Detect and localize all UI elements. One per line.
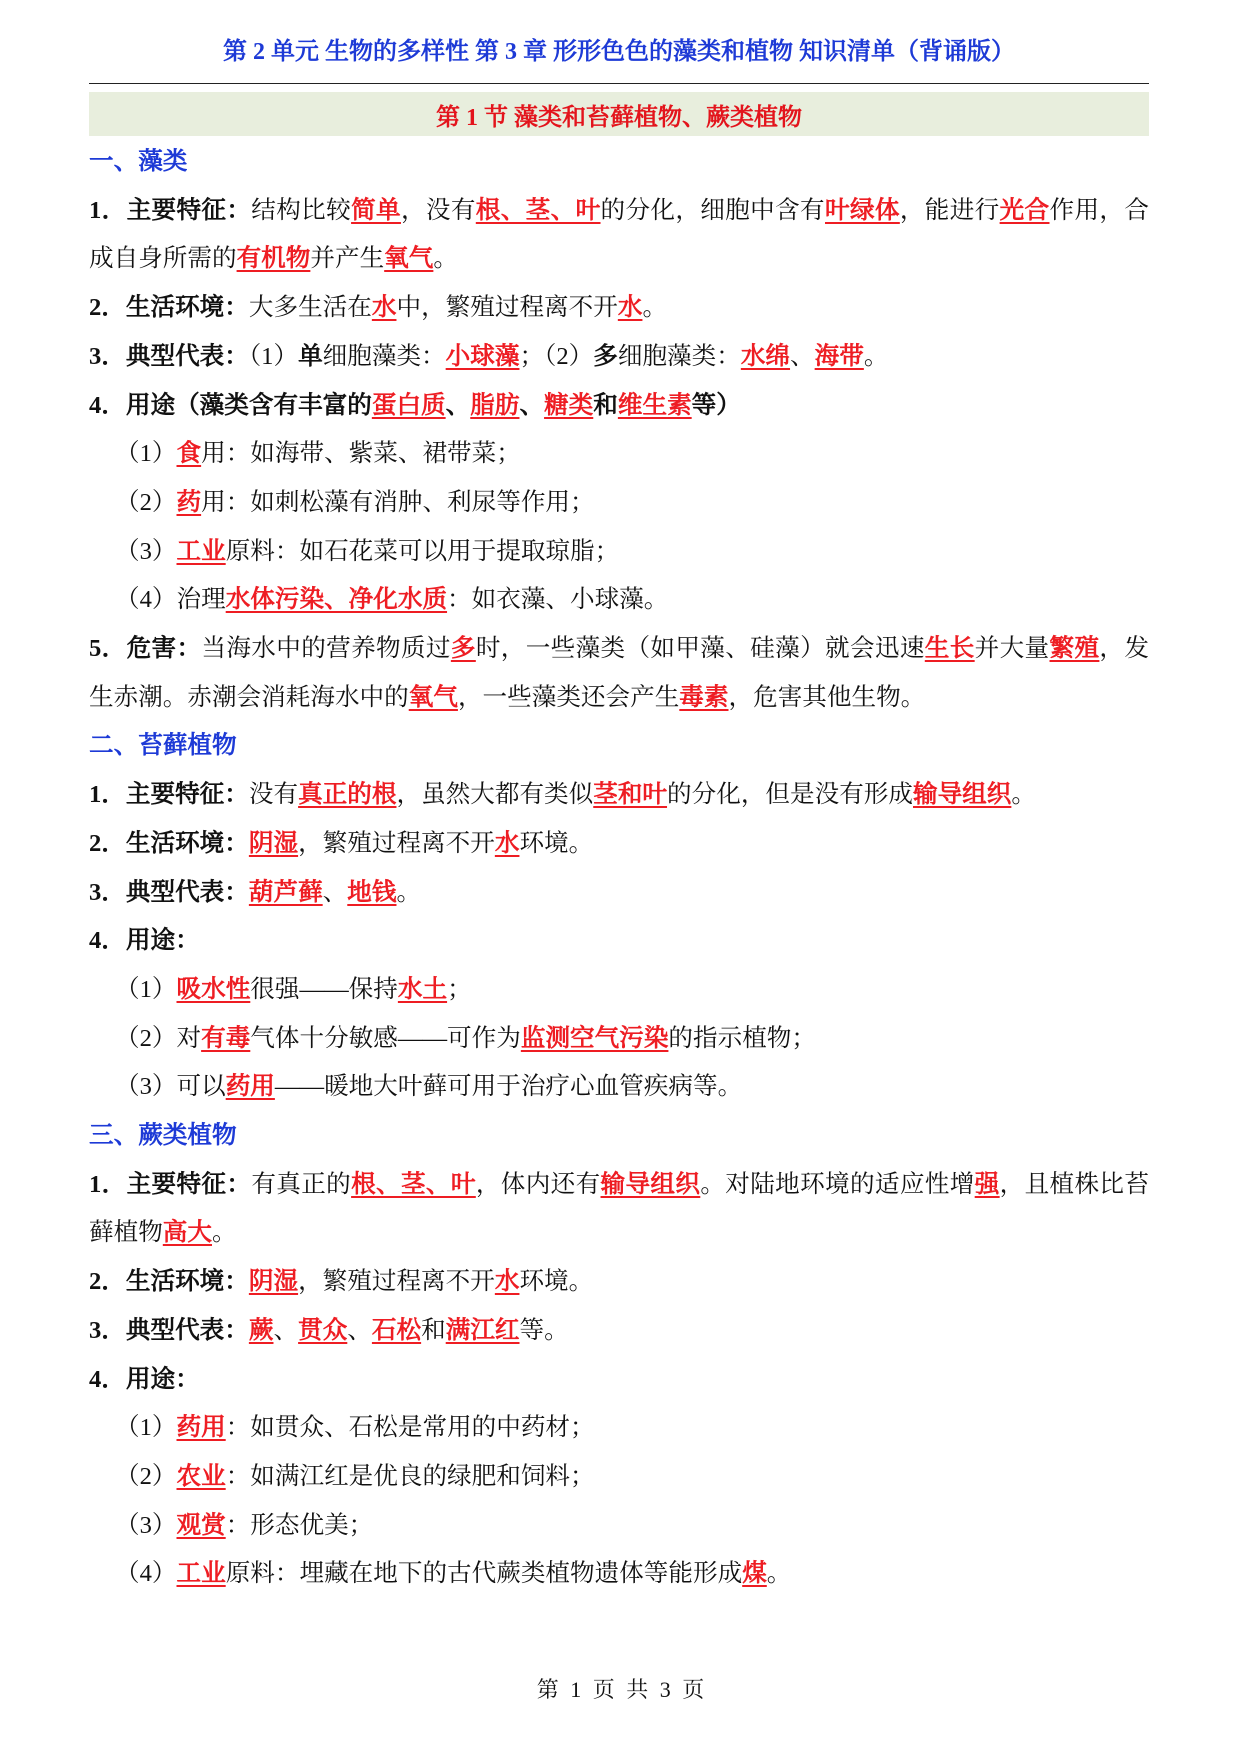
answer-text: 毒素 <box>679 683 729 711</box>
answer-text: 观赏 <box>176 1511 226 1539</box>
section-heading: 一、藻类 <box>89 148 188 175</box>
answer-text: 氧气 <box>384 245 434 273</box>
body-text: 作用，合成自身所需的 <box>89 196 1149 273</box>
sub-item <box>89 1453 1149 1502</box>
numbered-item <box>89 284 1149 333</box>
answer-text: 小球藻 <box>445 342 520 370</box>
body-text: （2） <box>115 488 177 516</box>
body-text: 时，一些藻类（如甲藻、硅藻）就会迅速 <box>475 635 925 663</box>
body-text: ，发生赤潮。赤潮会消耗海水中的 <box>89 635 1149 711</box>
sub-item <box>89 430 1149 479</box>
answer-text: 药用 <box>225 1073 275 1101</box>
answer-text: 水 <box>494 829 520 857</box>
body-text: （1） <box>115 440 177 468</box>
body-text: 。 <box>766 1560 792 1588</box>
answer-text: 农业 <box>176 1462 226 1490</box>
numbered-item <box>89 820 1149 869</box>
body-text: ：如衣藻、小球藻。 <box>447 586 669 614</box>
body-text: （1） <box>115 975 177 1003</box>
answer-text: 水土 <box>397 975 448 1003</box>
answer-text: 葫芦藓 <box>248 878 323 906</box>
body-text: （1） <box>115 1414 177 1442</box>
answer-text: 多 <box>450 635 476 663</box>
bold-text: 单 <box>298 342 323 370</box>
answer-text: 茎和叶 <box>593 781 668 809</box>
body-text: 用：如海带、紫菜、裙带菜； <box>201 440 521 468</box>
body-text: ，且植株比苔藓植物 <box>89 1170 1149 1247</box>
answer-text: 食 <box>176 440 202 468</box>
answer-text: 根、茎、叶 <box>475 196 601 224</box>
answer-text: 工业 <box>176 1560 226 1588</box>
answer-text: 水 <box>494 1268 520 1296</box>
answer-text: 地钱 <box>347 878 397 906</box>
answer-text: 药用 <box>176 1414 226 1442</box>
body-text: 等。 <box>519 1316 569 1344</box>
answer-text: 高大 <box>162 1219 212 1247</box>
body-text: ：如贯众、石松是常用的中药材； <box>225 1414 595 1442</box>
sub-item <box>89 1015 1149 1064</box>
answer-text: 水体污染、净化水质 <box>225 586 448 614</box>
answer-text: 有机物 <box>236 245 311 273</box>
body-text: 、 <box>790 342 815 370</box>
bold-text: 2．生活环境： <box>89 1268 249 1296</box>
answer-text: 满江红 <box>445 1316 520 1344</box>
body-text: 没有 <box>248 781 299 809</box>
page-footer: 第 1 页 共 3 页 <box>536 1677 705 1702</box>
body-text: 细胞藻类： <box>617 342 741 370</box>
bold-text: 、 <box>519 391 545 419</box>
body-text: （2）对 <box>115 1024 202 1052</box>
body-text: 很强——保持 <box>250 975 398 1003</box>
body-text: 。 <box>396 878 422 906</box>
body-text: 原料：埋藏在地下的古代蕨类植物遗体等能形成 <box>225 1560 743 1588</box>
answer-text: 生长 <box>924 635 975 663</box>
answer-text: 监测空气污染 <box>520 1024 669 1052</box>
body-text: （4）治理 <box>115 586 226 614</box>
answer-text: 真正的根 <box>298 781 397 809</box>
answer-text: 根、茎、叶 <box>351 1170 476 1198</box>
bold-text: 3．典型代表： <box>89 1316 249 1344</box>
body-text: （3） <box>115 537 177 565</box>
answer-text: 叶绿体 <box>825 196 900 224</box>
header-rule <box>89 83 1149 84</box>
answer-text: 吸水性 <box>176 975 251 1003</box>
body-text: 。 <box>1011 781 1036 809</box>
numbered-item <box>89 1356 1149 1405</box>
body-text: 、 <box>347 1316 372 1344</box>
numbered-item <box>89 333 1149 382</box>
document-body <box>89 138 1149 1599</box>
bold-text: 1．主要特征： <box>89 196 252 224</box>
body-text: （3） <box>115 1511 177 1539</box>
numbered-item <box>89 1258 1149 1307</box>
answer-text: 脂肪 <box>470 391 520 419</box>
sub-item <box>89 528 1149 577</box>
answer-text: 工业 <box>176 537 226 565</box>
body-text: 。 <box>212 1219 237 1247</box>
answer-text: 煤 <box>742 1560 767 1588</box>
answer-text: 海带 <box>814 342 864 370</box>
body-text: 、 <box>322 878 348 906</box>
bold-text: 等） <box>691 391 741 419</box>
body-text: ——暖地大叶藓可用于治疗心血管疾病等。 <box>274 1073 743 1101</box>
answer-text: 输导组织 <box>912 781 1012 809</box>
bold-text: 多 <box>593 342 618 370</box>
body-text: 并产生 <box>310 245 385 273</box>
body-text: 环境。 <box>519 829 594 857</box>
answer-text: 强 <box>974 1170 1000 1198</box>
body-text: 中，繁殖过程离不开 <box>396 294 618 322</box>
body-text: ，繁殖过程离不开 <box>298 829 495 857</box>
body-text: 当海水中的营养物质过 <box>201 635 451 663</box>
body-text: 并大量 <box>974 635 1050 663</box>
body-text: 。对陆地环境的适应性增 <box>700 1170 975 1198</box>
answer-text: 药 <box>176 488 202 516</box>
body-text: 有真正的 <box>251 1170 352 1198</box>
bold-text: 1．主要特征： <box>89 1170 252 1198</box>
body-text: ，没有 <box>400 196 476 224</box>
sub-item <box>89 1502 1149 1551</box>
body-text: 大多生活在 <box>248 294 372 322</box>
body-text: 用：如刺松藻有消肿、利尿等作用； <box>201 488 595 516</box>
body-text: 。 <box>433 245 458 273</box>
body-text: ，繁殖过程离不开 <box>298 1268 495 1296</box>
section-band <box>89 92 1149 136</box>
sub-item <box>89 479 1149 528</box>
answer-text: 水 <box>371 294 397 322</box>
body-text: （1） <box>248 342 299 370</box>
sub-item <box>89 966 1149 1015</box>
body-text: ； <box>447 975 472 1003</box>
numbered-item <box>89 1161 1149 1258</box>
bold-text: 、 <box>445 391 471 419</box>
answer-text: 光合 <box>999 196 1050 224</box>
answer-text: 有毒 <box>201 1024 251 1052</box>
answer-text: 阴湿 <box>248 829 299 857</box>
body-text: 、 <box>273 1316 299 1344</box>
answer-text: 维生素 <box>617 391 692 419</box>
section-band-title: 第 1 节 藻类和苔藓植物、蕨类植物 <box>436 104 802 131</box>
numbered-item <box>89 771 1149 820</box>
answer-text: 蕨 <box>248 1316 274 1344</box>
body-text: 结构比较 <box>251 196 352 224</box>
answer-text: 石松 <box>371 1316 422 1344</box>
answer-text: 糖类 <box>544 391 594 419</box>
bold-text: 5．危害： <box>89 635 202 663</box>
body-text: 气体十分敏感——可作为 <box>250 1024 521 1052</box>
bold-text: 和 <box>593 391 618 419</box>
answer-text: 水绵 <box>740 342 791 370</box>
body-text: 原料：如石花菜可以用于提取琼脂； <box>225 537 620 565</box>
body-text: ；（2） <box>519 342 594 370</box>
body-text: 环境。 <box>519 1268 594 1296</box>
body-text: （4） <box>115 1560 177 1588</box>
bold-text: 3．典型代表： <box>89 878 249 906</box>
sub-item <box>89 1550 1149 1599</box>
bold-text: 4．用途： <box>89 927 200 955</box>
section-heading: 二、苔藓植物 <box>89 732 237 760</box>
sub-item <box>89 1063 1149 1112</box>
numbered-item <box>89 1307 1149 1356</box>
answer-text: 输导组织 <box>600 1170 701 1198</box>
bold-text: 3．典型代表： <box>89 342 249 370</box>
answer-text: 简单 <box>351 196 401 224</box>
body-text: （3）可以 <box>115 1073 226 1101</box>
body-text: 的指示植物； <box>668 1024 816 1052</box>
body-text: 和 <box>421 1316 446 1344</box>
body-text: ：形态优美； <box>225 1511 374 1539</box>
section-heading: 三、蕨类植物 <box>89 1122 237 1150</box>
answer-text: 蛋白质 <box>371 391 446 419</box>
answer-text: 氧气 <box>408 683 458 711</box>
numbered-item <box>89 625 1149 722</box>
body-text: 。 <box>642 294 668 322</box>
body-text: 细胞藻类： <box>322 342 446 370</box>
numbered-item <box>89 917 1149 966</box>
sub-item <box>89 576 1149 625</box>
bold-text: 1．主要特征： <box>89 781 249 809</box>
body-text: ，能进行 <box>899 196 1000 224</box>
document-title: 第 2 单元 生物的多样性 第 3 章 形形色色的藻类和植物 知识清单（背诵版） <box>223 39 1015 65</box>
body-text: ，体内还有 <box>475 1170 601 1198</box>
body-text: 的分化，细胞中含有 <box>600 196 825 224</box>
bold-text: 2．生活环境： <box>89 294 249 322</box>
numbered-item <box>89 382 1149 431</box>
answer-text: 阴湿 <box>248 1268 299 1296</box>
bold-text: 2．生活环境： <box>89 829 249 857</box>
body-text: ：如满江红是优良的绿肥和饲料； <box>225 1462 595 1490</box>
numbered-item <box>89 187 1149 284</box>
body-text: （2） <box>115 1462 177 1490</box>
body-text: ，虽然大都有类似 <box>396 781 594 809</box>
body-text: ，一些藻类还会产生 <box>457 683 680 711</box>
answer-text: 贯众 <box>298 1316 348 1344</box>
bold-text: 4．用途： <box>89 1365 200 1393</box>
bold-text: 4．用途（藻类含有丰富的 <box>89 391 372 419</box>
body-text: 的分化，但是没有形成 <box>667 781 913 809</box>
answer-text: 水 <box>617 294 643 322</box>
body-text: 。 <box>863 342 889 370</box>
answer-text: 繁殖 <box>1049 635 1100 663</box>
body-text: ，危害其他生物。 <box>728 683 926 711</box>
numbered-item <box>89 869 1149 918</box>
sub-item <box>89 1404 1149 1453</box>
